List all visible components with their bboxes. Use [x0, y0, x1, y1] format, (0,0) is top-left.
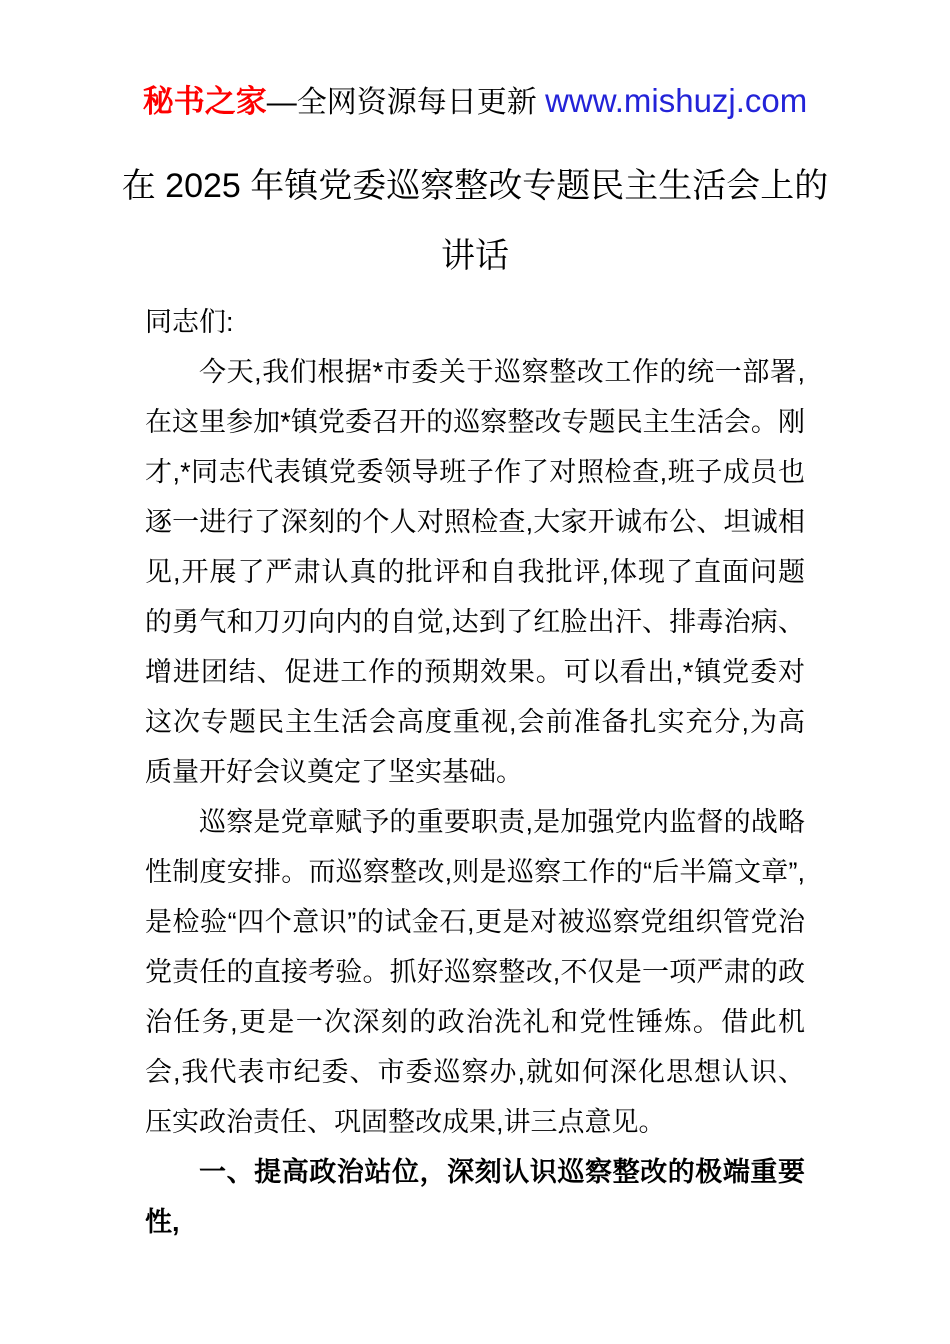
document-title-line-2: 讲话: [441, 237, 509, 275]
site-url-link[interactable]: www.mishuzj.com: [545, 82, 808, 119]
document-title-line-1: 在 2025 年镇党委巡察整改专题民主生活会上的: [121, 167, 829, 205]
document-body: [145, 297, 805, 1247]
paragraph-2: 巡察是党章赋予的重要职责,是加强党内监督的战略性制度安排。而巡察整改,则是巡察工作的“后半篇文章”,是检验“四个意识”的试金石,更是对被巡察党组织管党治党责任的直接考验。抓好巡察整改,不仅是一项严肃的政治任务,更是一次深刻的政治洗礼和党性锤炼。借此机会,我代表市纪委、市委巡察办,就如何深化思想认识、压实政治责任、巩固整改成果,讲三点意见。: [145, 807, 805, 1137]
document-title: [105, 151, 845, 291]
section-heading-1: 一、提高政治站位，深刻认识巡察整改的极端重要性,: [145, 1157, 805, 1237]
paragraph-1: 今天,我们根据*市委关于巡察整改工作的统一部署,在这里参加*镇党委召开的巡察整改专题民主生活会。刚才,*同志代表镇党委领导班子作了对照检查,班子成员也逐一进行了深刻的个人对照检查,大家开诚布公、坦诚相见,开展了严肃认真的批评和自我批评,体现了直面问题的勇气和刀刃向内的自觉,达到了红脸出汗、排毒治病、增进团结、促进工作的预期效果。可以看出,*镇党委对这次专题民主生活会高度重视,会前准备扎实充分,为高质量开好会议奠定了坚实基础。: [145, 357, 805, 787]
site-brand: 秘书之家: [142, 84, 267, 119]
salutation: 同志们:: [145, 307, 234, 337]
site-tagline: —全网资源每日更新: [266, 86, 546, 119]
site-header: [105, 80, 845, 129]
